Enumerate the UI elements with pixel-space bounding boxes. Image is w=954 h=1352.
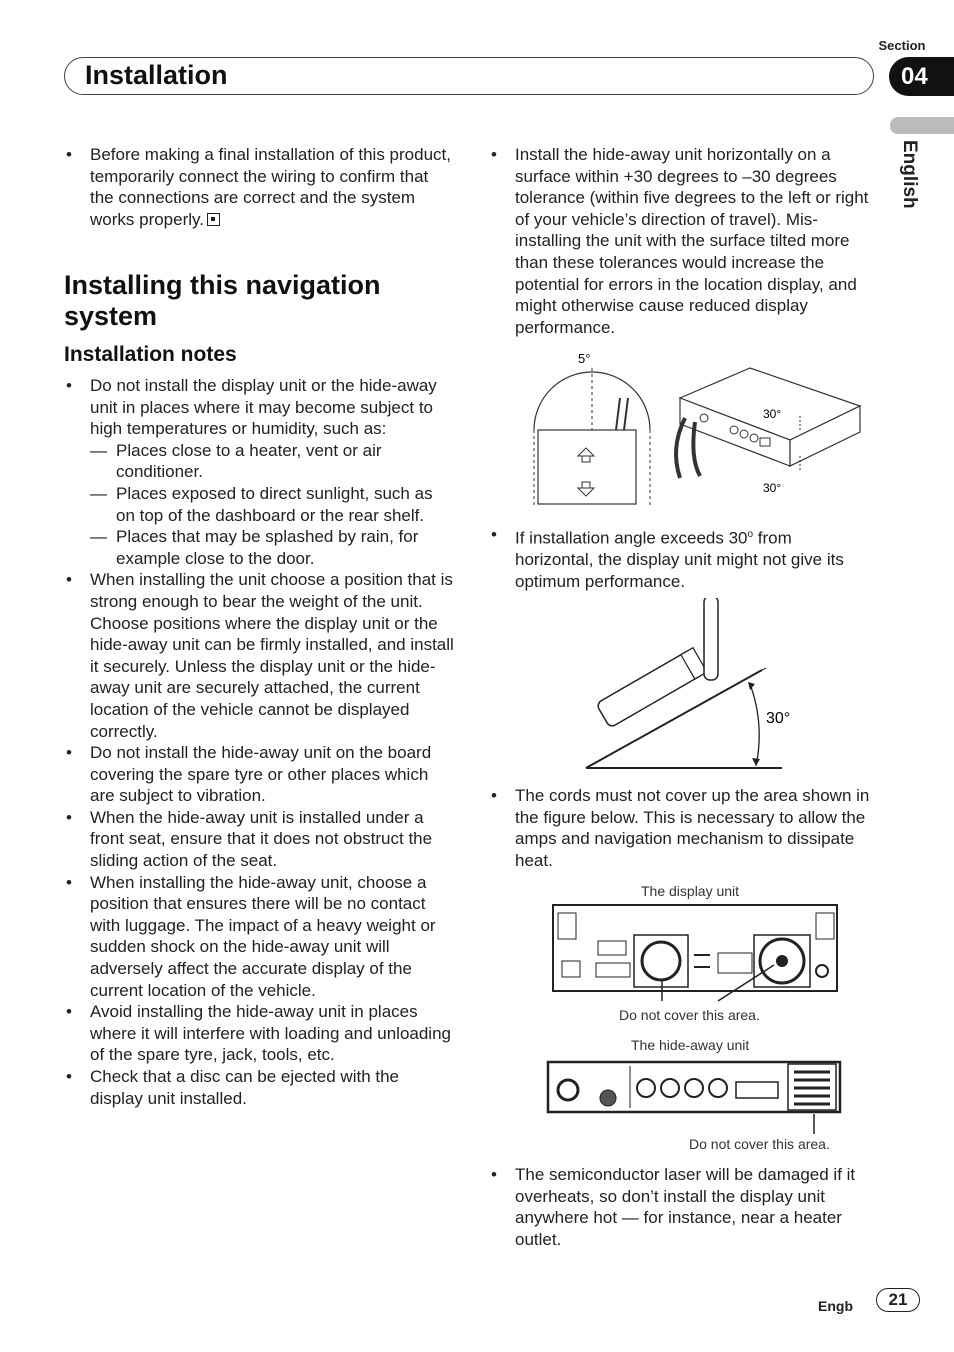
tilt-tolerance-figure — [520, 348, 870, 510]
intro-bullet — [64, 144, 454, 230]
bullet2-text-a: If installation angle exceeds 30 — [515, 528, 748, 548]
list-item: • The semiconductor laser will be damaged if it overheats, so don’t install the display unit anywhere hot — for instance, near a heater outlet. — [489, 1164, 873, 1250]
list-item: • When installing the hide-away unit, choose a position that ensures there will be no contact with luggage. The impact of a heavy weight or sudden shock on the hide-away unit will adversely affect the accurate display of the current location of the vehicle. — [64, 872, 456, 1002]
page-title: Installation — [85, 60, 228, 90]
subheading: Installation notes — [64, 343, 237, 366]
dash-item: — Places exposed to direct sunlight, such as on top of the dashboard or the rear shelf. — [64, 483, 456, 526]
intro-bullet-text: Before making a final installation of this product, temporarily connect the wiring to confirm that the connections are correct and the system works properly. — [90, 145, 451, 229]
list-item: • When the hide-away unit is installed under a front seat, ensure that it does not obstruct the sliding action of the seat. — [64, 807, 456, 872]
display-unit-label: The display unit — [641, 883, 740, 899]
list-item: • Do not install the hide-away unit on the board covering the spare tyre or other places which are subject to vibration. — [64, 742, 456, 807]
hideaway-unit-note: Do not cover this area. — [689, 1136, 830, 1152]
incline-angle-label: 30° — [766, 710, 790, 727]
bullet2-text-b: from horizontal, the display unit might not give its optimum performance. — [515, 528, 844, 591]
end-mark-icon — [207, 213, 220, 226]
incline-figure — [580, 598, 790, 773]
bullet2-superscript: o — [747, 529, 754, 540]
dash-item: — Places that may be splashed by rain, for example close to the door. — [64, 526, 456, 569]
notes-list — [64, 375, 456, 1109]
list-item: • When installing the unit choose a position that is strong enough to bear the weight of the unit. Choose positions where the display unit or the hide-away unit can be firmly installed, and install it securely. Unless the display unit or the hide-away unit are securely attached, the current location of the vehicle cannot be displayed correctly. — [64, 569, 456, 742]
right-bullet-4 — [489, 1164, 873, 1250]
list-item: • Check that a disc can be ejected with the display unit installed. — [64, 1066, 456, 1109]
section-label: Section — [878, 38, 926, 53]
page-number: 21 — [876, 1288, 920, 1312]
angle-label-upper: 30° — [763, 407, 782, 421]
language-tab-label: English — [899, 140, 920, 209]
left-column — [64, 144, 454, 230]
hideaway-unit-label: The hide-away unit — [631, 1037, 750, 1053]
angle-label-top: 5° — [578, 351, 591, 366]
right-bullet-2 — [489, 524, 873, 592]
language-tab-marker — [890, 117, 954, 134]
hideaway-unit-rear-figure — [546, 1058, 844, 1134]
section-number-badge: 04 — [889, 57, 954, 96]
list-item: • Do not install the display unit or the hide-away unit in places where it may become subject to high temperatures or humidity, such as: — [64, 375, 456, 440]
angle-label-lower: 30° — [763, 481, 782, 495]
display-unit-note: Do not cover this area. — [619, 1007, 760, 1023]
dash-item: — Places close to a heater, vent or air conditioner. — [64, 440, 456, 483]
right-bullet-3 — [489, 785, 873, 871]
right-bullet-1 — [489, 144, 873, 338]
list-item: • Install the hide-away unit horizontally on a surface within +30 degrees to –30 degrees tolerance (within five degrees to the left or right of your vehicle’s direction of travel). Mis-installing the unit with the surface tilted more than these tolerances would increase the potential for errors in the location display, and might otherwise cause reduced display performance. — [489, 144, 873, 338]
list-item: • The cords must not cover up the area shown in the figure below. This is necessary to allow the amps and navigation mechanism to dissipate heat. — [489, 785, 873, 871]
footer-language: Engb — [818, 1298, 853, 1314]
list-item — [489, 524, 873, 592]
section-heading: Installing this navigation system — [64, 270, 381, 331]
display-unit-rear-figure — [552, 903, 840, 1003]
list-item: • Avoid installing the hide-away unit in places where it will interfere with loading and unloading of the spare tyre, jack, tools, etc. — [64, 1001, 456, 1066]
